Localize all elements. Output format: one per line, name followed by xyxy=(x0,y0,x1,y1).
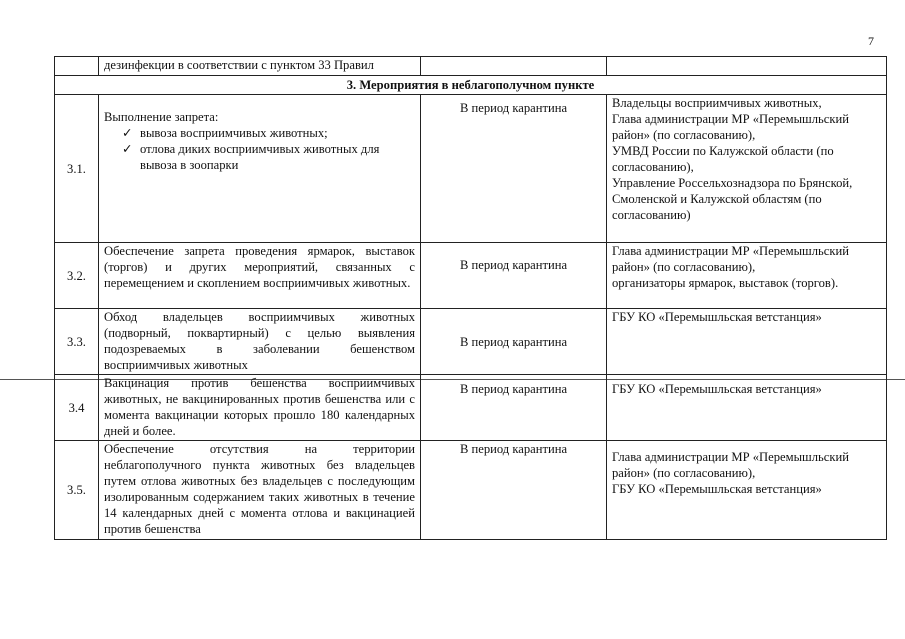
term-cell xyxy=(421,309,607,375)
row-number: 3.3. xyxy=(55,309,99,375)
list-item-text: вывоза восприимчивых животных; xyxy=(140,126,328,140)
responsible-party: Глава администрации МР «Перемышльский район» (по согласованию), xyxy=(612,450,849,480)
responsible-party: ГБУ КО «Перемышльская ветстанция» xyxy=(612,382,822,396)
responsible-party: Управление Россельхознадзора по Брянской, Смоленской и Калужской областям (по согласованию) xyxy=(612,176,853,222)
measure-text: Обеспечение запрета проведения ярмарок, выставок (торгов) и других мероприятий, связанных с перемещением и скоплением восприимчивых животных. xyxy=(99,243,421,309)
responsible-party: ГБУ КО «Перемышльская ветстанция» xyxy=(612,310,822,324)
table-row xyxy=(55,309,887,375)
continuation-row xyxy=(55,57,887,76)
measure-list xyxy=(104,125,415,173)
row-number: 3.2. xyxy=(55,243,99,309)
responsible-cell xyxy=(607,309,887,375)
row-number-cell xyxy=(55,57,99,76)
responsible-cell xyxy=(607,375,887,441)
list-item-text: отлова диких восприимчивых животных для вывоза в зоопарки xyxy=(140,142,380,172)
responsible-cell xyxy=(607,243,887,309)
row-number: 3.5. xyxy=(55,441,99,540)
checkmark-icon: ✓ xyxy=(122,142,133,156)
term-text: В период карантина xyxy=(459,101,568,115)
term-cell xyxy=(421,243,607,309)
checkmark-icon: ✓ xyxy=(122,126,133,140)
term-cell xyxy=(421,375,607,441)
measure-text: Обход владельцев восприимчивых животных (подворный, поквартирный) с целью выявления подозреваемых в заболевании бешенством восприимчивых животных xyxy=(99,309,421,375)
responsible-cell xyxy=(607,95,887,243)
section-title: 3. Мероприятия в неблагополучном пункте xyxy=(55,76,887,95)
list-item xyxy=(122,125,415,141)
responsible-party: Владельцы восприимчивых животных, xyxy=(612,96,822,110)
term-text: В период карантина xyxy=(459,382,568,396)
responsible-party: Глава администрации МР «Перемышльский район» (по согласованию), xyxy=(612,112,849,142)
responsible-party: УМВД России по Калужской области (по согласованию), xyxy=(612,144,834,174)
measure-cell xyxy=(99,95,421,243)
term-text: В период карантина xyxy=(459,442,568,456)
responsible-cell xyxy=(607,441,887,540)
page-number: 7 xyxy=(868,34,874,48)
term-text: В период карантина xyxy=(459,334,568,349)
row-number: 3.1. xyxy=(55,95,99,243)
responsible-cell xyxy=(607,57,887,76)
row-number: 3.4 xyxy=(55,375,99,441)
table-row xyxy=(55,95,887,243)
term-cell xyxy=(421,95,607,243)
table-row xyxy=(55,375,887,441)
term-text: В период карантина xyxy=(459,258,568,272)
term-cell xyxy=(421,441,607,540)
term-cell xyxy=(421,57,607,76)
measure-text: Обеспечение отсутствия на территории неблагополучного пункта животных без владельцев путем отлова животных без владельцев с последующим изолированным содержанием таких животных в течение 14 календарных дней с момента отлова и вакцинацией против бешенства xyxy=(99,441,421,540)
measures-table xyxy=(54,56,887,540)
table-row xyxy=(55,243,887,309)
list-item xyxy=(122,141,415,173)
continuation-text: дезинфекции в соответствии с пунктом 33 Правил xyxy=(99,57,421,76)
measure-lead: Выполнение запрета: xyxy=(104,110,219,124)
section-row xyxy=(55,76,887,95)
responsible-party: Глава администрации МР «Перемышльский район» (по согласованию), xyxy=(612,244,849,274)
measure-text: Вакцинация против бешенства восприимчивых животных, не вакцинированных против бешенства или с момента вакцинации которых прошло 180 календарных дней и более. xyxy=(99,375,421,441)
responsible-party: организаторы ярмарок, выставок (торгов). xyxy=(612,276,839,290)
responsible-party: ГБУ КО «Перемышльская ветстанция» xyxy=(612,482,822,496)
table-row xyxy=(55,441,887,540)
